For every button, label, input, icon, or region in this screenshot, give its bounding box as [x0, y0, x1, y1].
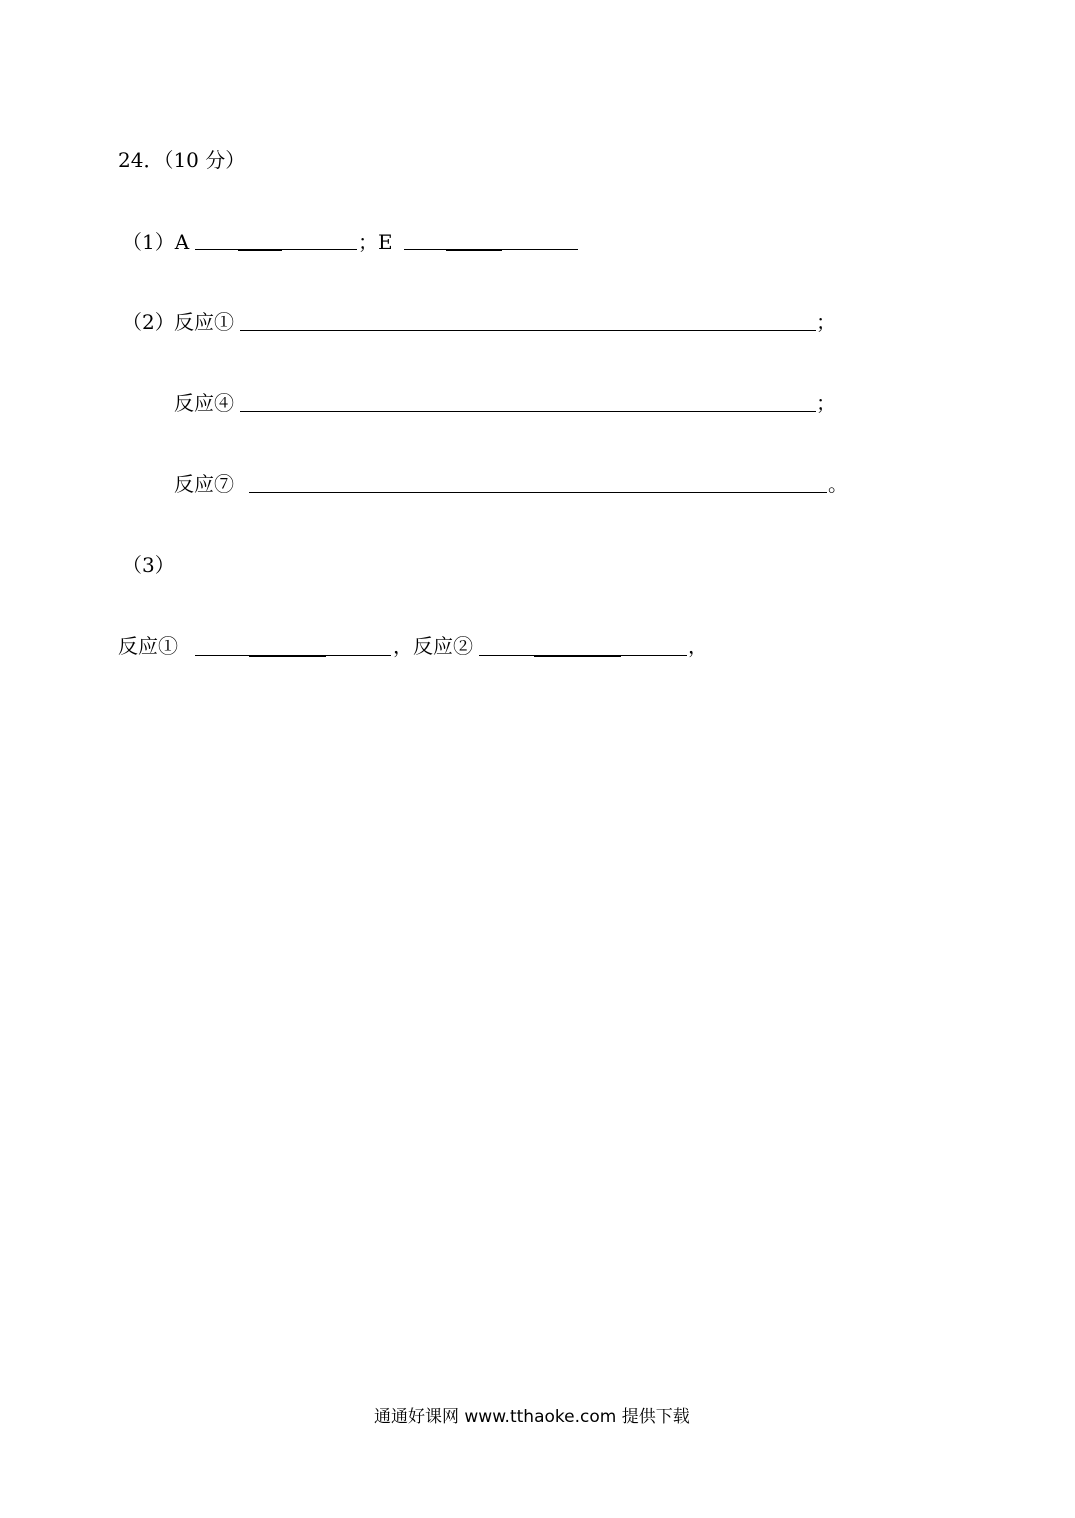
answer-blank-a-mark — [238, 249, 282, 251]
part2-reaction1-label: 反应① — [174, 310, 234, 334]
part2-reaction1-end: ； — [816, 310, 836, 334]
part2-reaction7-end: 。 — [828, 472, 848, 496]
part2-reaction4-label: 反应④ — [174, 391, 234, 415]
part2-reaction7-label: 反应⑦ — [174, 472, 234, 496]
question-header: 24．（10 分） — [118, 148, 246, 172]
footer-text: 通通好课网 www.tthaoke.com 提供下载 — [374, 1407, 690, 1427]
part3-mid: ，反应② — [393, 634, 473, 658]
answer-blank-reaction1[interactable] — [240, 330, 816, 331]
part3-end: ， — [688, 634, 708, 658]
answer-blank-reaction7[interactable] — [249, 492, 827, 493]
part3-label: （3） — [122, 553, 175, 577]
part3-reaction1-label: 反应① — [118, 634, 178, 658]
answer-blank-part3-reaction1-mark — [249, 655, 326, 657]
answer-blank-e-mark — [446, 249, 502, 251]
answer-blank-reaction4[interactable] — [240, 411, 816, 412]
answer-blank-part3-reaction2-mark — [534, 655, 621, 657]
part1-label: （1）A — [122, 230, 190, 254]
part2-reaction4-end: ； — [816, 391, 836, 415]
part1-separator: ；E — [358, 230, 393, 254]
part2-label: （2） — [122, 310, 175, 334]
